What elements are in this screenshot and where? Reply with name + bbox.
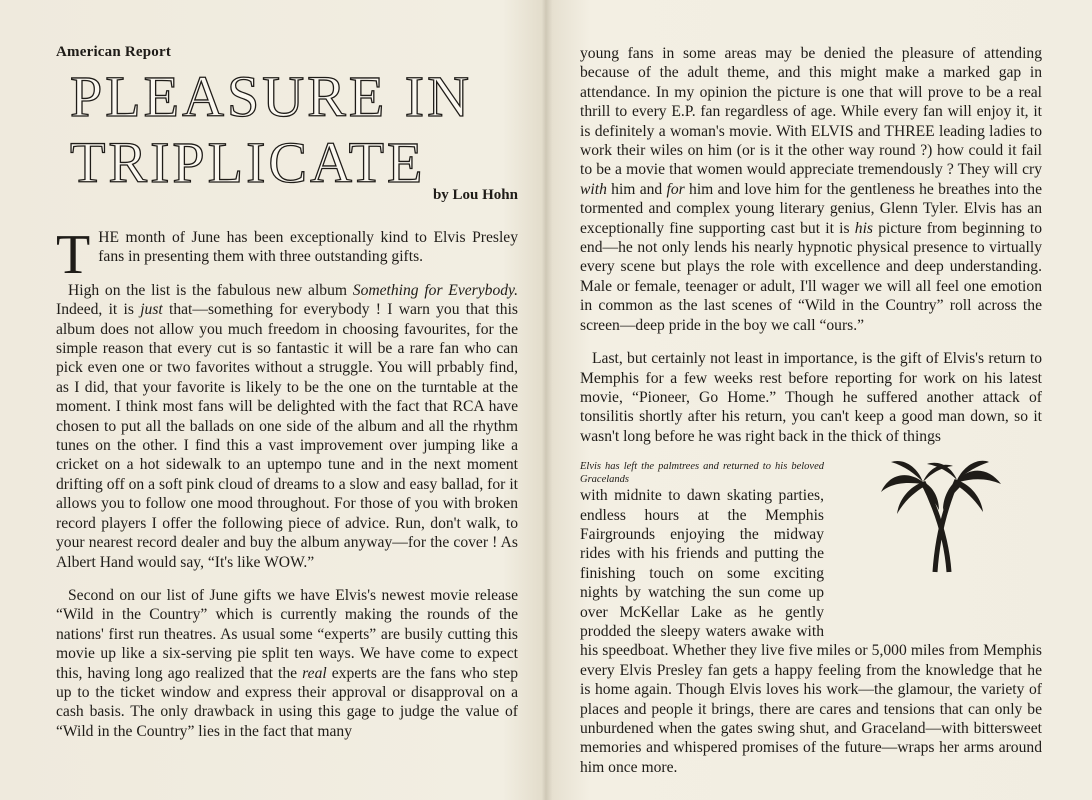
headline-line-2: TRIPLICATE: [70, 130, 426, 195]
paragraph-album: [56, 281, 518, 572]
palm-illustration: [842, 452, 1042, 622]
paragraph-intro: [56, 224, 518, 286]
drop-cap: T: [56, 224, 91, 286]
right-page: [546, 0, 1092, 800]
palm-trees-icon: [877, 452, 1007, 577]
album-emphasis: just: [140, 301, 163, 319]
paragraph-movie: [56, 586, 518, 741]
cont-text-b: him and: [606, 180, 667, 198]
cont-text-a: young fans in some areas may be denied the pleasure of attending because of the adult theme, and this might make a marked gap in attendance. In my opinion the picture is one that will prove to be a real thrill to every E.P. fan regardless of age. While every fan will enjoy it, it is definitely a woman's movie. With ELVIS and THREE leading ladies to work their wiles on him (or is it the other way round ?) how could it fail to be a movie that women would appreciate tremendously ? They will cry: [580, 45, 1042, 179]
paragraph-memphis: [580, 349, 1042, 446]
headline-line-1: PLEASURE IN: [70, 64, 472, 129]
right-column: [580, 44, 1042, 791]
section-label: American Report: [56, 44, 172, 60]
movie-emphasis: real: [302, 664, 327, 682]
illustration-caption: Elvis has left the palmtrees and returned to his beloved Gracelands: [580, 461, 824, 486]
emph-his: his: [854, 219, 873, 237]
cont-text-d: picture from beginning to end—he not only lends his nearly hypnotic physical presence to virtually every scene but plays the role with excellence and deep understanding. Male or female, teenager or adult, I'll wager we will all feel one emotion in common as the last scenes of “Wild in the Country” roll across the screen—deep pride in the boy we call “ours.”: [580, 219, 1042, 334]
memphis-text-b: with midnite to dawn skating parties, endless hours at the Memphis Fairgrounds enjoying the midway rides with his friends and putting the finishing touch on some exciting nights by watching the sun come up over McKellar Lake as he gently prodded the sleepy waters awake with his speedboat. Whether they live five miles or 5,000 miles from Memphis every Elvis Presley fan gets a happy feeling from the knowledge that he is home again. Though Elvis loves his work—the glamour, the variety of places and people it brings, there are cares and tensions that can only be unburdened when the gates swing shut, and Graceland—with bittersweet memories and whispered promises of the future—wraps her arms around him once more.: [580, 487, 1042, 776]
movie-text-b: experts are the fans who step up to the ticket window and express their approval or disapproval on a cash basis. The only drawback in using this gage to judge the value of “Wild in the Country” lies in the fact that many: [56, 664, 518, 740]
emph-with: with: [580, 180, 607, 198]
movie-text-a: Second on our list of June gifts we have Elvis's newest movie release “Wild in the Country” which is currently making the rounds of the nations' first run theatres. As usual some “experts” are busily cutting this movie up like a six-serving pie split ten ways. We have come to expect this, having long ago realized that the: [56, 586, 518, 682]
emph-for: for: [666, 180, 685, 198]
cont-text-c: him and love him for the gentleness he breathes into the tormented and complex young literary genius, Glenn Tyler. Elvis has an exceptionally fine supporting cast but it is: [580, 180, 1042, 237]
memphis-text-a: Last, but certainly not least in importance, is the gift of Elvis's return to Memphis for a few weeks rest before reporting for work on his latest movie, “Pioneer, Go Home.” Though he suffered another attack of tonsilitis shortly after his return, you can't keep a good man down, so it wasn't long before he was right back in the thick of things: [580, 350, 1042, 445]
headline: [70, 64, 530, 196]
album-text-c: that—something for everybody ! I warn you that this album does not allow you much freedom in choosing favourites, for the simple reason that every cut is so fantastic it will be a rare fan who can pick even one or two favorites without a struggle. You will prbably find, as I did, that your favorite is likely to be the one on the turntable at the moment. I think most fans will be delighted with the fact that RCA have chosen to put all the ballads on one side of the album and all the rhythm tunes on the other. I find this a vast improvement over jumping like a cricket on a hot sidewalk to an uptempo tune and in the next moment drifting off on a soft pink cloud of dreams to a slow and easy ballad, for it allows you to follow one mood throughout. For those of you with broken record players I offer the following piece of advice. Run, don't walk, to your nearest record dealer and buy the album anyway—for the cover ! As Albert Hand would say, “It's like WOW.”: [56, 301, 518, 571]
byline: by Lou Hohn: [432, 187, 518, 203]
album-text-b: Indeed, it is: [56, 301, 141, 319]
left-column: [56, 224, 519, 755]
intro-text: HE month of June has been exceptionally kind to Elvis Presley fans in presenting them with three outstanding gifts.: [98, 229, 518, 266]
album-text-a: High on the list is the fabulous new album: [68, 281, 353, 299]
paragraph-movie-continued: [580, 44, 1042, 335]
album-title: Something for Everybody.: [352, 281, 519, 299]
